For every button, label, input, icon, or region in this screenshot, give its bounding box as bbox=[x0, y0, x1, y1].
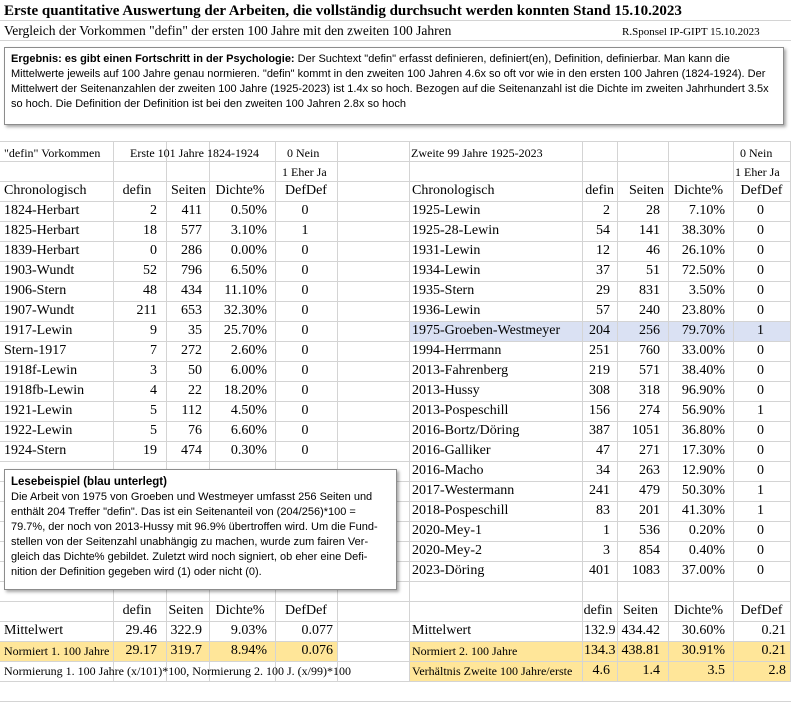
right-mean-value: 30.60% bbox=[681, 623, 725, 638]
left-table-row-col-dichte: 4.50% bbox=[230, 403, 267, 418]
left-table-row-col-defdef: 0 bbox=[301, 383, 309, 398]
right-table-row-col-defin: 308 bbox=[589, 383, 610, 398]
right-table-row-col-defdef: 0 bbox=[757, 523, 764, 538]
left-table-row-col-defin: 9 bbox=[150, 323, 157, 338]
left-table-row-col-defdef: 0 bbox=[301, 363, 309, 378]
right-col-chronologisch-header: Chronologisch bbox=[412, 183, 495, 198]
right-table-row-col-defin: 34 bbox=[596, 463, 610, 478]
right-table-row-col-seiten: 28 bbox=[646, 203, 660, 218]
left-table-row-col-dichte: 0.00% bbox=[230, 243, 267, 258]
sheet-title: Erste quantitative Auswertung der Arbeiten, die vollständig durchsucht werden konnten Stand 15.10.2023 bbox=[4, 3, 682, 19]
right-ratio-value: 1.4 bbox=[642, 663, 660, 678]
right-table-row-col-seiten: 1083 bbox=[632, 563, 660, 578]
right-table-row-col-chronologisch: 2013-Fahrenberg bbox=[412, 363, 509, 378]
right-table-row-col-chronologisch: 1925-Lewin bbox=[412, 203, 481, 218]
left-table-row-col-defdef: 0 bbox=[301, 423, 309, 438]
right-table-row-col-chronologisch: 2017-Westermann bbox=[412, 483, 515, 498]
result-text: Der Suchtext "defin" erfasst definieren, definiert(en), Definition, definierbar. Man kann die Mittelwerte jeweils auf 100 Jahre genau normieren. "defin" kommt in den zweiten 100 Jahren 4.6x so oft vor wie in den ersten 100 Jahren (1824-1924). Der Mittelwert der Seitenanzahlen der zweiten 100 Jahre (1925-2023) ist 1.4x so hoch. Bezogen auf die Seitenanzahl ist die Dichte im zweiten Jahrhundert 3.5x so hoch. Die Definition der Definition ist bei den zweiten 100 Jahren 2.8x so hoch bbox=[11, 53, 769, 110]
right-table-row-col-seiten: 240 bbox=[639, 303, 660, 318]
left-table-row-col-chronologisch: 1839-Herbart bbox=[4, 243, 80, 258]
right-table-row-col-defdef: 0 bbox=[757, 303, 764, 318]
right-table-row-col-defin: 3 bbox=[603, 543, 610, 558]
left-summary-header-defdef: DefDef bbox=[285, 603, 327, 618]
left-table-row-col-defdef: 0 bbox=[301, 243, 309, 258]
right-table-row-col-defdef: 0 bbox=[757, 363, 764, 378]
right-table-row-col-dichte: 56.90% bbox=[681, 403, 725, 418]
gridline-vertical bbox=[166, 141, 167, 681]
result-heading: Ergebnis: es gibt einen Fortschritt in der Psychologie: bbox=[11, 53, 295, 65]
left-table-row-col-defdef: 0 bbox=[301, 283, 309, 298]
right-table-row-col-dichte: 72.50% bbox=[681, 263, 725, 278]
left-table-row-col-chronologisch: 1921-Lewin bbox=[4, 403, 73, 418]
gridline-vertical bbox=[337, 141, 338, 681]
right-table-row-col-dichte: 0.20% bbox=[688, 523, 725, 538]
left-table-row-col-dichte: 3.10% bbox=[230, 223, 267, 238]
left-table-row-col-defin: 4 bbox=[150, 383, 157, 398]
left-table-row-col-dichte: 0.50% bbox=[230, 203, 267, 218]
right-table-row-col-defin: 387 bbox=[589, 423, 610, 438]
right-table-row-col-chronologisch: 1994-Herrmann bbox=[412, 343, 502, 358]
right-table-row-col-dichte: 37.00% bbox=[681, 563, 725, 578]
right-ratio-value: 2.8 bbox=[768, 663, 786, 678]
gridline-vertical bbox=[409, 141, 410, 681]
right-col-dichte-header: Dichte% bbox=[674, 183, 723, 198]
left-normalized-value: 319.7 bbox=[170, 643, 202, 658]
right-table-row-col-seiten: 201 bbox=[639, 503, 660, 518]
left-table-row-col-defin: 52 bbox=[143, 263, 157, 278]
left-table-row-col-defin: 19 bbox=[143, 443, 157, 458]
right-table-row-col-defdef: 0 bbox=[757, 283, 764, 298]
right-mean-value: 434.42 bbox=[621, 623, 660, 638]
left-normalized-label: Normiert 1. 100 Jahre bbox=[4, 644, 110, 658]
right-table-row-col-defdef: 1 bbox=[757, 503, 764, 518]
example-line: gleich das Dichte% gebildet. Zuletzt wird noch signiert, ob eher eine Defi- bbox=[11, 551, 368, 563]
left-table-row-col-dichte: 11.10% bbox=[224, 283, 267, 298]
right-table-row-col-seiten: 831 bbox=[639, 283, 660, 298]
right-table-row-col-defdef: 0 bbox=[757, 223, 764, 238]
right-table-row-col-dichte: 33.00% bbox=[681, 343, 725, 358]
left-table-row-col-dichte: 6.50% bbox=[230, 263, 267, 278]
left-table-row-col-chronologisch: 1924-Stern bbox=[4, 443, 67, 458]
right-table-row-col-defdef: 0 bbox=[757, 243, 764, 258]
right-table-row-col-seiten: 318 bbox=[639, 383, 660, 398]
left-table-row-col-seiten: 577 bbox=[181, 223, 202, 238]
right-table-row-col-defdef: 0 bbox=[757, 463, 764, 478]
right-table-row-col-defin: 2 bbox=[603, 203, 610, 218]
right-table-row-col-defin: 29 bbox=[596, 283, 610, 298]
left-table-row-col-chronologisch: 1903-Wundt bbox=[4, 263, 75, 278]
gridline-vertical bbox=[113, 141, 114, 681]
right-normalized-label: Normiert 2. 100 Jahre bbox=[412, 644, 518, 658]
left-table-row-col-chronologisch: 1918f-Lewin bbox=[4, 363, 78, 378]
right-table-row-col-chronologisch: 2020-Mey-2 bbox=[412, 543, 482, 558]
left-table-row-col-defdef: 0 bbox=[301, 203, 309, 218]
right-table-row-col-defin: 57 bbox=[596, 303, 610, 318]
left-table-row-col-seiten: 796 bbox=[181, 263, 202, 278]
right-table-row-col-seiten: 854 bbox=[639, 543, 660, 558]
right-col-defin-header: defin bbox=[585, 183, 614, 198]
sheet-subtitle: Vergleich der Vorkommen "defin" der ersten 100 Jahre mit den zweiten 100 Jahren bbox=[4, 23, 452, 38]
right-table-row-col-seiten: 274 bbox=[639, 403, 660, 418]
right-table-row-col-chronologisch: 1935-Stern bbox=[412, 283, 475, 298]
left-table-row-col-seiten: 272 bbox=[181, 343, 202, 358]
gridline-vertical bbox=[668, 141, 669, 681]
left-table-row-col-defin: 2 bbox=[150, 203, 157, 218]
right-table-row-col-dichte: 3.50% bbox=[688, 283, 725, 298]
right-table-row-col-chronologisch: 2016-Bortz/Döring bbox=[412, 423, 520, 438]
right-table-row-col-defdef: 0 bbox=[757, 383, 764, 398]
right-summary-header-dichte: Dichte% bbox=[674, 603, 723, 618]
right-table-row-col-defin: 83 bbox=[596, 503, 610, 518]
gridline-horizontal bbox=[0, 161, 791, 162]
left-table-row-col-defin: 0 bbox=[150, 243, 157, 258]
right-table-row-col-dichte: 41.30% bbox=[681, 503, 725, 518]
right-table-row-col-seiten: 271 bbox=[639, 443, 660, 458]
left-table-row-col-dichte: 6.00% bbox=[230, 363, 267, 378]
left-table-row-col-defin: 5 bbox=[150, 423, 157, 438]
right-table-row-col-dichte: 0.40% bbox=[688, 543, 725, 558]
left-period: Erste 101 Jahre 1824-1924 bbox=[130, 146, 259, 160]
gridline-horizontal bbox=[0, 681, 791, 682]
left-col-dichte-header: Dichte% bbox=[215, 183, 265, 198]
gridline-horizontal bbox=[0, 141, 791, 142]
right-table-row-col-defin: 251 bbox=[589, 343, 610, 358]
left-table-row-col-defin: 3 bbox=[150, 363, 157, 378]
left-col-defdef-header: DefDef bbox=[285, 183, 327, 198]
right-table-row-col-defdef: 1 bbox=[757, 323, 764, 338]
right-table-row-col-seiten: 141 bbox=[639, 223, 660, 238]
left-table-row-col-defin: 211 bbox=[136, 303, 157, 318]
right-table-row-col-chronologisch: 1975-Groeben-Westmeyer bbox=[412, 323, 561, 338]
right-ratio-value: 4.6 bbox=[592, 663, 610, 678]
left-table-row-col-dichte: 32.30% bbox=[223, 303, 267, 318]
right-mean-value: 0.21 bbox=[761, 623, 786, 638]
left-defdef-legend-1: 1 Eher Ja bbox=[282, 165, 327, 179]
right-table-row-col-seiten: 46 bbox=[646, 243, 660, 258]
left-table-row-col-seiten: 411 bbox=[181, 203, 202, 218]
left-table-row-col-seiten: 474 bbox=[181, 443, 202, 458]
right-col-defdef-header: DefDef bbox=[740, 183, 783, 198]
right-table-row-col-seiten: 571 bbox=[639, 363, 660, 378]
example-line: nition der Definition gegeben wird (1) oder nicht (0). bbox=[11, 566, 262, 578]
left-table-row-col-seiten: 653 bbox=[181, 303, 202, 318]
left-table-row-col-defdef: 0 bbox=[301, 263, 309, 278]
left-summary-header-defin: defin bbox=[122, 603, 152, 618]
right-table-row-col-defdef: 1 bbox=[757, 483, 764, 498]
left-table-row-col-defdef: 0 bbox=[301, 323, 309, 338]
left-table-row-col-chronologisch: 1922-Lewin bbox=[4, 423, 73, 438]
left-table-row-col-chronologisch: Stern-1917 bbox=[4, 343, 67, 358]
example-line: enthält 204 Treffer "defin". Das ist ein Seitenanteil von (204/256)*100 = bbox=[11, 506, 356, 518]
right-table-row-col-defdef: 0 bbox=[757, 543, 764, 558]
right-table-row-col-chronologisch: 2016-Galliker bbox=[412, 443, 491, 458]
right-table-row-col-seiten: 760 bbox=[639, 343, 660, 358]
right-table-row-col-chronologisch: 1936-Lewin bbox=[412, 303, 481, 318]
gridline-vertical bbox=[275, 141, 276, 681]
right-table-row-col-seiten: 1051 bbox=[632, 423, 660, 438]
left-table-row-col-seiten: 22 bbox=[188, 383, 202, 398]
left-table-row-col-chronologisch: 1824-Herbart bbox=[4, 203, 80, 218]
example-heading: Lesebeispiel (blau unterlegt) bbox=[11, 476, 167, 488]
right-table-row-col-defin: 37 bbox=[596, 263, 610, 278]
right-table-row-col-dichte: 38.30% bbox=[681, 223, 725, 238]
right-summary-header-seiten: Seiten bbox=[623, 603, 658, 618]
right-table-row-col-defdef: 1 bbox=[757, 403, 764, 418]
left-defdef-legend-0: 0 Nein bbox=[287, 146, 320, 160]
left-table-row-col-seiten: 286 bbox=[181, 243, 202, 258]
left-normalized-value: 29.17 bbox=[125, 643, 157, 658]
section-label: "defin" Vorkommen bbox=[4, 146, 101, 160]
right-defdef-legend-0: 0 Nein bbox=[740, 146, 773, 160]
left-table-row-col-chronologisch: 1918fb-Lewin bbox=[4, 383, 85, 398]
right-table-row-col-dichte: 7.10% bbox=[688, 203, 725, 218]
right-normalized-value: 438.81 bbox=[621, 643, 660, 658]
left-table-row-col-seiten: 50 bbox=[188, 363, 202, 378]
left-table-row-col-dichte: 2.60% bbox=[230, 343, 267, 358]
right-table-row-col-defin: 401 bbox=[589, 563, 610, 578]
right-table-row-col-seiten: 536 bbox=[639, 523, 660, 538]
right-table-row-col-chronologisch: 2020-Mey-1 bbox=[412, 523, 482, 538]
right-table-row-col-defin: 241 bbox=[589, 483, 610, 498]
right-table-row-col-defdef: 0 bbox=[757, 263, 764, 278]
left-col-seiten-header: Seiten bbox=[171, 183, 206, 198]
left-table-row-col-defdef: 0 bbox=[301, 303, 309, 318]
left-table-row-col-defin: 5 bbox=[150, 403, 157, 418]
right-table-row-col-dichte: 38.40% bbox=[681, 363, 725, 378]
right-table-row-col-defin: 219 bbox=[589, 363, 610, 378]
right-summary-header-defdef: DefDef bbox=[740, 603, 783, 618]
right-table-row-col-dichte: 23.80% bbox=[681, 303, 725, 318]
right-table-row-col-dichte: 96.90% bbox=[681, 383, 725, 398]
right-ratio-label: Verhältnis Zweite 100 Jahre/erste bbox=[412, 664, 573, 678]
left-normalized-value: 8.94% bbox=[230, 643, 267, 658]
left-table-row-col-defin: 7 bbox=[150, 343, 157, 358]
normalization-footnote: Normierung 1. 100 Jahre (x/101)*100, Normierung 2. 100 J. (x/99)*100 bbox=[4, 664, 351, 678]
example-box[interactable] bbox=[4, 469, 397, 590]
right-table-row-col-defin: 204 bbox=[589, 323, 610, 338]
right-table-row-col-seiten: 51 bbox=[646, 263, 660, 278]
right-col-seiten-header: Seiten bbox=[629, 183, 664, 198]
left-summary-header-seiten: Seiten bbox=[168, 603, 204, 618]
left-table-row-col-defdef: 1 bbox=[301, 223, 309, 238]
left-table-row-col-chronologisch: 1825-Herbart bbox=[4, 223, 80, 238]
right-ratio-value: 3.5 bbox=[707, 663, 725, 678]
author-note: R.Sponsel IP-GIPT 15.10.2023 bbox=[622, 26, 760, 38]
right-table-row-col-chronologisch: 1934-Lewin bbox=[412, 263, 481, 278]
right-table-row-col-defin: 1 bbox=[603, 523, 610, 538]
right-table-row-col-dichte: 17.30% bbox=[681, 443, 725, 458]
right-mean-value: 132.9 bbox=[584, 623, 616, 638]
example-line: Die Arbeit von 1975 von Groeben und Westmeyer umfasst 256 Seiten und bbox=[11, 491, 373, 503]
right-table-row-col-seiten: 256 bbox=[639, 323, 660, 338]
left-table-row-col-dichte: 25.70% bbox=[223, 323, 267, 338]
right-table-row-col-defdef: 0 bbox=[757, 423, 764, 438]
right-mean-label: Mittelwert bbox=[412, 623, 472, 638]
right-table-row-col-defdef: 0 bbox=[757, 203, 764, 218]
right-table-row-col-dichte: 12.90% bbox=[681, 463, 725, 478]
gridline-vertical bbox=[733, 141, 734, 681]
gridline-vertical bbox=[582, 141, 583, 681]
right-table-row-col-chronologisch: 2013-Pospeschill bbox=[412, 403, 509, 418]
right-table-row-col-chronologisch: 2016-Macho bbox=[412, 463, 484, 478]
right-table-row-col-chronologisch: 2023-Döring bbox=[412, 563, 485, 578]
right-table-row-col-defdef: 0 bbox=[757, 343, 764, 358]
right-period: Zweite 99 Jahre 1925-2023 bbox=[411, 146, 543, 160]
left-mean-value: 0.077 bbox=[301, 623, 333, 638]
example-line: stellen von der Seitenzahl unabhängig zu machen, wurde zum fairen Ver- bbox=[11, 536, 369, 548]
result-box[interactable] bbox=[4, 47, 784, 125]
left-col-defin-header: defin bbox=[122, 183, 152, 198]
left-normalized-value: 0.076 bbox=[301, 643, 333, 658]
right-table-row-col-chronologisch: 2013-Hussy bbox=[412, 383, 480, 398]
left-mean-value: 322.9 bbox=[170, 623, 202, 638]
left-table-row-col-defdef: 0 bbox=[301, 343, 309, 358]
right-normalized-value: 134.3 bbox=[584, 643, 616, 658]
left-table-row-col-seiten: 112 bbox=[181, 403, 202, 418]
left-col-chronologisch-header: Chronologisch bbox=[4, 183, 87, 198]
left-table-row-col-defdef: 0 bbox=[301, 403, 309, 418]
gridline-vertical bbox=[209, 141, 210, 681]
gridline-vertical bbox=[617, 141, 618, 681]
right-table-row-col-dichte: 36.80% bbox=[681, 423, 725, 438]
right-table-row-col-seiten: 479 bbox=[639, 483, 660, 498]
right-table-row-col-chronologisch: 1925-28-Lewin bbox=[412, 223, 500, 238]
example-line: 79.7%, der noch von 2013-Hussy mit 96.9% übertroffen wird. Um die Fund- bbox=[11, 521, 378, 533]
left-table-row-col-defin: 48 bbox=[143, 283, 157, 298]
right-table-row-col-defin: 47 bbox=[596, 443, 610, 458]
right-table-row-col-defdef: 0 bbox=[757, 563, 764, 578]
left-table-row-col-chronologisch: 1917-Lewin bbox=[4, 323, 73, 338]
right-table-row-col-defin: 156 bbox=[589, 403, 610, 418]
left-table-row-col-defdef: 0 bbox=[301, 443, 309, 458]
right-table-row-col-chronologisch: 1931-Lewin bbox=[412, 243, 481, 258]
right-table-row-col-defdef: 0 bbox=[757, 443, 764, 458]
left-table-row-col-dichte: 18.20% bbox=[223, 383, 267, 398]
left-table-row-col-chronologisch: 1906-Stern bbox=[4, 283, 67, 298]
right-table-row-col-dichte: 50.30% bbox=[681, 483, 725, 498]
right-table-row-col-dichte: 79.70% bbox=[681, 323, 725, 338]
left-mean-label: Mittelwert bbox=[4, 623, 64, 638]
right-table-row-col-defin: 12 bbox=[596, 243, 610, 258]
right-table-row-col-chronologisch: 2018-Pospeschill bbox=[412, 503, 509, 518]
left-mean-value: 9.03% bbox=[230, 623, 267, 638]
right-table-row-col-seiten: 263 bbox=[639, 463, 660, 478]
right-normalized-value: 30.91% bbox=[681, 643, 725, 658]
right-table-row-col-dichte: 26.10% bbox=[681, 243, 725, 258]
left-table-row-col-dichte: 6.60% bbox=[230, 423, 267, 438]
left-table-row-col-dichte: 0.30% bbox=[230, 443, 267, 458]
right-normalized-value: 0.21 bbox=[761, 643, 786, 658]
right-table-row-col-defin: 54 bbox=[596, 223, 610, 238]
left-summary-header-dichte: Dichte% bbox=[215, 603, 265, 618]
right-summary-header-defin: defin bbox=[583, 603, 613, 618]
left-table-row-col-seiten: 434 bbox=[181, 283, 202, 298]
left-table-row-col-defin: 18 bbox=[143, 223, 157, 238]
left-mean-value: 29.46 bbox=[125, 623, 157, 638]
left-table-row-col-chronologisch: 1907-Wundt bbox=[4, 303, 75, 318]
left-table-row-col-seiten: 76 bbox=[188, 423, 202, 438]
right-defdef-legend-1: 1 Eher Ja bbox=[735, 165, 780, 179]
left-table-row-col-seiten: 35 bbox=[188, 323, 202, 338]
